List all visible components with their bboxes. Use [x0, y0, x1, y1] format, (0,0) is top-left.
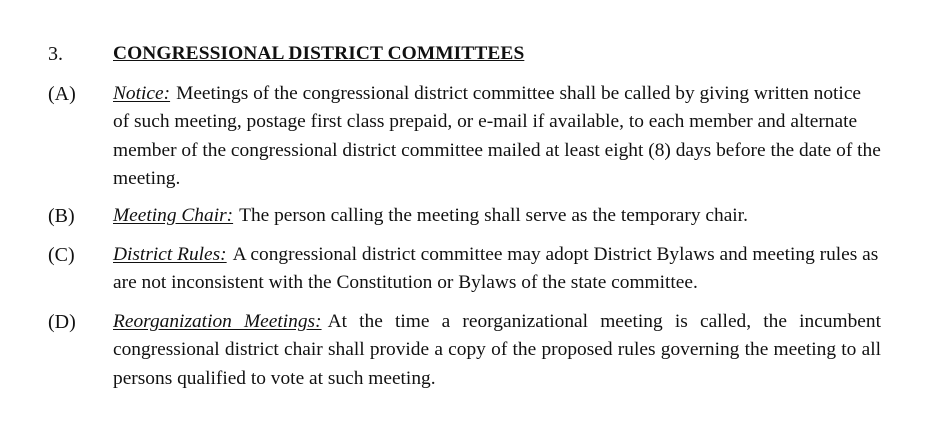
paragraph-body — [113, 202, 881, 230]
paragraph-lead: Notice: — [113, 83, 171, 104]
paragraph-text: Meetings of the congressional district committee shall be called by giving written notice of such meeting, postage first class prepaid, or e-mail if available, to each member and alternate member of the congressional district committee mailed at least eight (8) days before the date of the meeting. — [113, 83, 881, 190]
paragraph-body — [113, 80, 881, 194]
paragraph-text: The person calling the meeting shall serve as the temporary chair. — [239, 205, 748, 226]
paragraph-text: At the time a reorganizational meeting is called, the incumbent congressional district chair shall provide a copy of the proposed rules governing the meeting to all persons qualified to vote at such meeting. — [113, 311, 881, 389]
section-number: 3. — [48, 43, 63, 65]
paragraph-label: (D) — [48, 311, 76, 333]
section-title: CONGRESSIONAL DISTRICT COMMITTEES — [113, 43, 525, 64]
paragraph-lead: Reorganization Meetings: — [113, 311, 322, 332]
paragraph-label: (C) — [48, 244, 75, 266]
paragraph-lead: Meeting Chair: — [113, 205, 234, 226]
paragraph-body — [113, 241, 881, 298]
paragraph-text: A congressional district committee may adopt District Bylaws and meeting rules as are not inconsistent with the Constitution or Bylaws of the state committee. — [113, 244, 879, 294]
paragraph-label: (B) — [48, 205, 75, 227]
paragraph-label: (A) — [48, 83, 76, 105]
paragraph-lead: District Rules: — [113, 244, 227, 265]
paragraph-body — [113, 308, 881, 393]
